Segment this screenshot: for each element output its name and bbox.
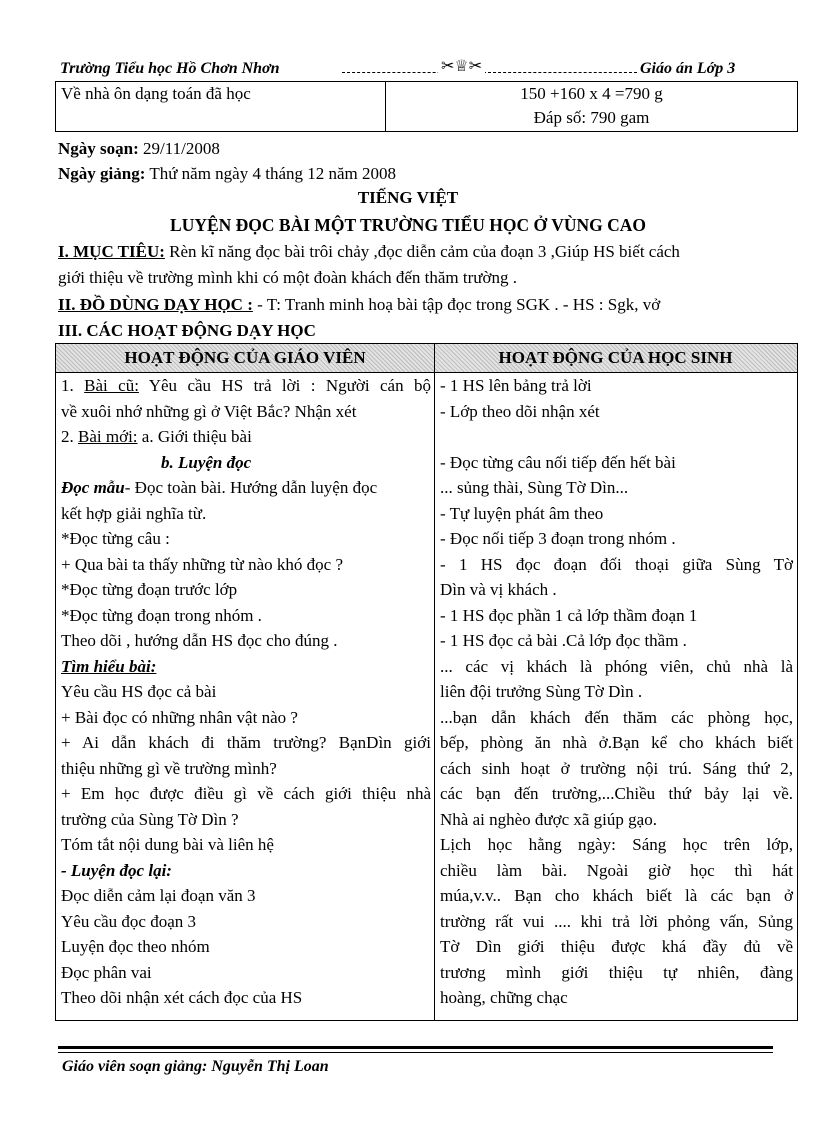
answer: Đáp số: 790 gam [533, 108, 650, 127]
objectives-cont: giới thiệu về trường mình khi có một đoàn khách đến thăm trường . [58, 268, 517, 287]
teacher-line: Đọc phân vai [61, 962, 152, 982]
teacher-line: *Đọc từng đoạn trước lớp [61, 580, 238, 599]
teacher-line: - Luyện đọc lại: [61, 860, 172, 880]
student-line: - 1 HS đọc đoạn đối thoại giữa Sùng Tờ [440, 554, 793, 574]
teacher-line: Yêu cầu đọc đoạn 3 [61, 911, 197, 931]
teacher-line: *Đọc từng đoạn trong nhóm . [61, 605, 262, 625]
student-line: Nhà ai nghèo được xã giúp gạo. [440, 809, 657, 829]
calculation: 150 +160 x 4 =790 g [520, 84, 663, 103]
student-line: - Đọc từng câu nối tiếp đến hết bài [440, 452, 676, 472]
student-line: ... các vị khách là phóng viên, chủ nhà là [440, 656, 793, 676]
objectives: I. MỤC TIÊU: Rèn kĩ năng đọc bài trôi chảy ,đọc diễn cảm của đoạn 3 ,Giúp HS biết cách [58, 242, 680, 261]
header-ornament-icon: ✂♕✂ [438, 56, 485, 76]
student-line [440, 424, 793, 450]
header-school: Trường Tiểu học Hồ Chơn Nhơn [60, 60, 280, 77]
student-line: Lịch học hằng ngày: Sáng học trên lớp, [440, 835, 793, 854]
teacher-line: Đọc mẫu- Đọc toàn bài. Hướng dẫn luyện đọc [61, 478, 378, 497]
teacher-line: b. Luyện đọc [161, 452, 252, 472]
teacher-line: *Đọc từng câu : [61, 529, 170, 548]
student-line: bếp, phòng ăn nhà ở.Bạn kể cho khách biết [440, 733, 793, 752]
student-line: cách sinh hoạt ở trường nội trú. Sáng thứ 2, [440, 758, 793, 778]
teacher-line: Yêu cầu HS đọc cả bài [61, 682, 217, 701]
activities-table-divider [434, 343, 435, 1021]
student-line: hoàng, chững chạc [440, 988, 568, 1007]
student-line: ... sủng thài, Sùng Tờ Dìn... [440, 478, 629, 497]
footer-author: Giáo viên soạn giảng: Nguyễn Thị Loan [62, 1058, 329, 1075]
footer-rule [58, 1046, 773, 1049]
teacher-column [61, 373, 431, 1011]
teacher-line: trường của Sùng Tờ Dìn ? [61, 809, 239, 829]
student-line: múa,v.v.. Bạn cho khách biết là các bạn ở [440, 886, 793, 905]
student-line: các bạn đến trường,...Chiều thứ bảy lại về. [440, 784, 793, 803]
student-line: Dìn và vị khách . [440, 580, 557, 599]
materials: II. ĐỒ DÙNG DẠY HỌC : - T: Tranh minh hoạ bài tập đọc trong SGK . - HS : Sgk, vở [58, 295, 661, 314]
lesson-title: LUYỆN ĐỌC BÀI MỘT TRƯỜNG TIỂU HỌC Ở VÙNG CAO [170, 215, 646, 235]
teacher-line: + Qua bài ta thấy những từ nào khó đọc ? [61, 554, 344, 574]
student-column [440, 373, 793, 1011]
activities-label: III. CÁC HOẠT ĐỘNG DẠY HỌC [58, 321, 316, 340]
teacher-line: Đọc diễn cảm lại đoạn văn 3 [61, 886, 256, 905]
student-line: ...bạn dẫn khách đến thăm các phòng học, [440, 707, 793, 727]
teacher-line: thiệu những gì về trường mình? [61, 758, 277, 778]
header-class: Giáo án Lớp 3 [640, 60, 736, 77]
teacher-line: Luyện đọc theo nhóm [61, 937, 210, 956]
prep-date: Ngày soạn: 29/11/2008 [58, 139, 220, 158]
student-line: liên đội trưởng Sùng Tờ Dìn . [440, 682, 643, 701]
teacher-line: Theo dõi nhận xét cách đọc của HS [61, 988, 303, 1007]
teacher-line: + Ai dẫn khách đi thăm trường? BạnDìn giới [61, 733, 431, 752]
teacher-line: kết hợp giải nghĩa từ. [61, 503, 207, 523]
teacher-line: 2. Bài mới: a. Giới thiệu bài [61, 427, 252, 446]
student-line: - 1 HS lên bảng trả lời [440, 376, 592, 395]
teacher-line: Tóm tắt nội dung bài và liên hệ [61, 835, 274, 854]
student-line: - 1 HS đọc phần 1 cả lớp thầm đoạn 1 [440, 605, 698, 625]
teacher-line: về xuôi nhớ những gì ở Việt Bắc? Nhận xét [61, 401, 357, 421]
footer-rule-thin [58, 1052, 773, 1053]
teacher-line: 1. Bài cũ: Yêu cầu HS trả lời : Người cán bộ [61, 376, 431, 395]
teacher-column-header: HOẠT ĐỘNG CỦA GIÁO VIÊN [124, 348, 366, 367]
student-line: - Lớp theo dõi nhận xét [440, 401, 600, 421]
header-divider [342, 72, 637, 73]
student-column-header: HOẠT ĐỘNG CỦA HỌC SINH [498, 348, 733, 367]
student-line: - Đọc nối tiếp 3 đoạn trong nhóm . [440, 529, 676, 548]
student-line: - 1 HS đọc cả bài .Cả lớp đọc thầm . [440, 631, 687, 650]
student-line: Tờ Dìn giới thiệu được khá đầy đủ về [440, 937, 793, 956]
subject-title: TIẾNG VIỆT [357, 188, 459, 207]
student-line: trương mình giới thiệu tự nhiên, đàng [440, 962, 793, 982]
teacher-line: Tìm hiểu bài: [61, 656, 157, 676]
teach-date: Ngày giảng: Thứ năm ngày 4 tháng 12 năm 2008 [58, 164, 397, 183]
teacher-line: + Em học được điều gì về cách giới thiệu nhà [61, 784, 431, 803]
student-line: chiều làm bài. Ngoài giờ học thì hát [440, 860, 793, 880]
teacher-line: Theo dõi , hướng dẫn HS đọc cho đúng . [61, 631, 338, 650]
teacher-line: + Bài đọc có những nhân vật nào ? [61, 707, 298, 727]
homework-note: Về nhà ôn dạng toán đã học [61, 84, 251, 103]
student-line: trường rất vui .... khi trả lời phỏng vấn, Sủng [440, 911, 793, 931]
student-line: - Tự luyện phát âm theo [440, 503, 604, 523]
